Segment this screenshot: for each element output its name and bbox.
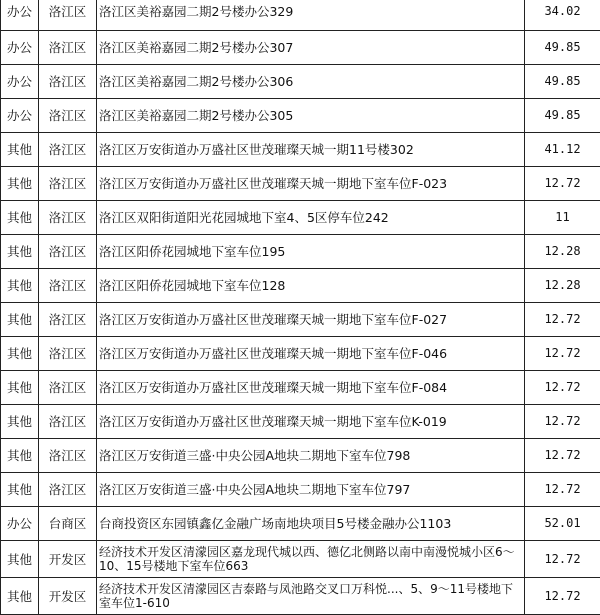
- area-cell: 12.72: [525, 405, 600, 439]
- address-cell: 洛江区阳侨花园城地下室车位128: [97, 269, 525, 303]
- table-row: [1, 439, 600, 473]
- district-cell: 洛江区: [39, 303, 97, 337]
- type-cell: 其他: [1, 303, 39, 337]
- table-row: [1, 201, 600, 235]
- property-table-body: [1, 0, 600, 615]
- district-cell: 洛江区: [39, 167, 97, 201]
- address-cell: 洛江区美裕嘉园二期2号楼办公307: [97, 31, 525, 65]
- district-cell: 洛江区: [39, 337, 97, 371]
- table-row: [1, 0, 600, 31]
- address-cell: 洛江区万安街道办万盛社区世茂璀璨天城一期地下室车位F-027: [97, 303, 525, 337]
- district-cell: 洛江区: [39, 31, 97, 65]
- address-cell: 洛江区万安街道办万盛社区世茂璀璨天城一期地下室车位F-023: [97, 167, 525, 201]
- area-cell: 12.72: [525, 578, 600, 615]
- address-cell: 经济技术开发区清濛园区吉泰路与凤池路交叉口万科悦...、5、9～11号楼地下室车位1-610: [97, 578, 525, 615]
- address-cell: 洛江区阳侨花园城地下室车位195: [97, 235, 525, 269]
- type-cell: 其他: [1, 371, 39, 405]
- type-cell: 其他: [1, 578, 39, 615]
- address-cell: 洛江区双阳街道阳光花园城地下室4、5区停车位242: [97, 201, 525, 235]
- type-cell: 其他: [1, 473, 39, 507]
- district-cell: 洛江区: [39, 133, 97, 167]
- district-cell: 洛江区: [39, 371, 97, 405]
- district-cell: 洛江区: [39, 269, 97, 303]
- address-cell: 洛江区万安街道三盛·中央公园A地块二期地下室车位798: [97, 439, 525, 473]
- district-cell: 洛江区: [39, 201, 97, 235]
- type-cell: 其他: [1, 235, 39, 269]
- area-cell: 12.28: [525, 269, 600, 303]
- type-cell: 其他: [1, 337, 39, 371]
- area-cell: 11: [525, 201, 600, 235]
- table-row: [1, 541, 600, 578]
- address-cell: 洛江区万安街道办万盛社区世茂璀璨天城一期地下室车位F-084: [97, 371, 525, 405]
- table-row: [1, 133, 600, 167]
- type-cell: 其他: [1, 541, 39, 578]
- district-cell: 开发区: [39, 578, 97, 615]
- table-row: [1, 507, 600, 541]
- area-cell: 49.85: [525, 99, 600, 133]
- table-row: [1, 303, 600, 337]
- table-row: [1, 99, 600, 133]
- address-cell: 经济技术开发区清濛园区嘉龙现代城以西、德亿北侧路以南中南漫悦城小区6～10、15号楼地下室车位663: [97, 541, 525, 578]
- area-cell: 34.02: [525, 0, 600, 31]
- type-cell: 办公: [1, 99, 39, 133]
- area-cell: 52.01: [525, 507, 600, 541]
- district-cell: 开发区: [39, 541, 97, 578]
- type-cell: 办公: [1, 65, 39, 99]
- district-cell: 洛江区: [39, 0, 97, 31]
- table-row: [1, 473, 600, 507]
- area-cell: 12.72: [525, 337, 600, 371]
- type-cell: 办公: [1, 0, 39, 31]
- area-cell: 12.72: [525, 167, 600, 201]
- address-cell: 洛江区美裕嘉园二期2号楼办公305: [97, 99, 525, 133]
- type-cell: 其他: [1, 133, 39, 167]
- table-row: [1, 371, 600, 405]
- address-cell: 洛江区万安街道办万盛社区世茂璀璨天城一期地下室车位F-046: [97, 337, 525, 371]
- table-row: [1, 337, 600, 371]
- table-row: [1, 31, 600, 65]
- area-cell: 41.12: [525, 133, 600, 167]
- area-cell: 12.72: [525, 473, 600, 507]
- address-cell: 洛江区万安街道办万盛社区世茂璀璨天城一期11号楼302: [97, 133, 525, 167]
- type-cell: 其他: [1, 201, 39, 235]
- district-cell: 台商区: [39, 507, 97, 541]
- address-cell: 洛江区美裕嘉园二期2号楼办公306: [97, 65, 525, 99]
- district-cell: 洛江区: [39, 99, 97, 133]
- type-cell: 办公: [1, 31, 39, 65]
- district-cell: 洛江区: [39, 235, 97, 269]
- area-cell: 12.72: [525, 439, 600, 473]
- area-cell: 12.72: [525, 303, 600, 337]
- address-cell: 洛江区美裕嘉园二期2号楼办公329: [97, 0, 525, 31]
- table-row: [1, 235, 600, 269]
- type-cell: 其他: [1, 439, 39, 473]
- district-cell: 洛江区: [39, 439, 97, 473]
- type-cell: 其他: [1, 167, 39, 201]
- table-row: [1, 65, 600, 99]
- table-row: [1, 167, 600, 201]
- area-cell: 12.72: [525, 541, 600, 578]
- area-cell: 12.72: [525, 371, 600, 405]
- type-cell: 其他: [1, 405, 39, 439]
- address-cell: 台商投资区东园镇鑫亿金融广场南地块项目5号楼金融办公1103: [97, 507, 525, 541]
- type-cell: 其他: [1, 269, 39, 303]
- area-cell: 49.85: [525, 65, 600, 99]
- district-cell: 洛江区: [39, 65, 97, 99]
- district-cell: 洛江区: [39, 473, 97, 507]
- district-cell: 洛江区: [39, 405, 97, 439]
- area-cell: 49.85: [525, 31, 600, 65]
- type-cell: 办公: [1, 507, 39, 541]
- area-cell: 12.28: [525, 235, 600, 269]
- address-cell: 洛江区万安街道办万盛社区世茂璀璨天城一期地下室车位K-019: [97, 405, 525, 439]
- address-cell: 洛江区万安街道三盛·中央公园A地块二期地下室车位797: [97, 473, 525, 507]
- table-row: [1, 578, 600, 615]
- table-row: [1, 405, 600, 439]
- table-row: [1, 269, 600, 303]
